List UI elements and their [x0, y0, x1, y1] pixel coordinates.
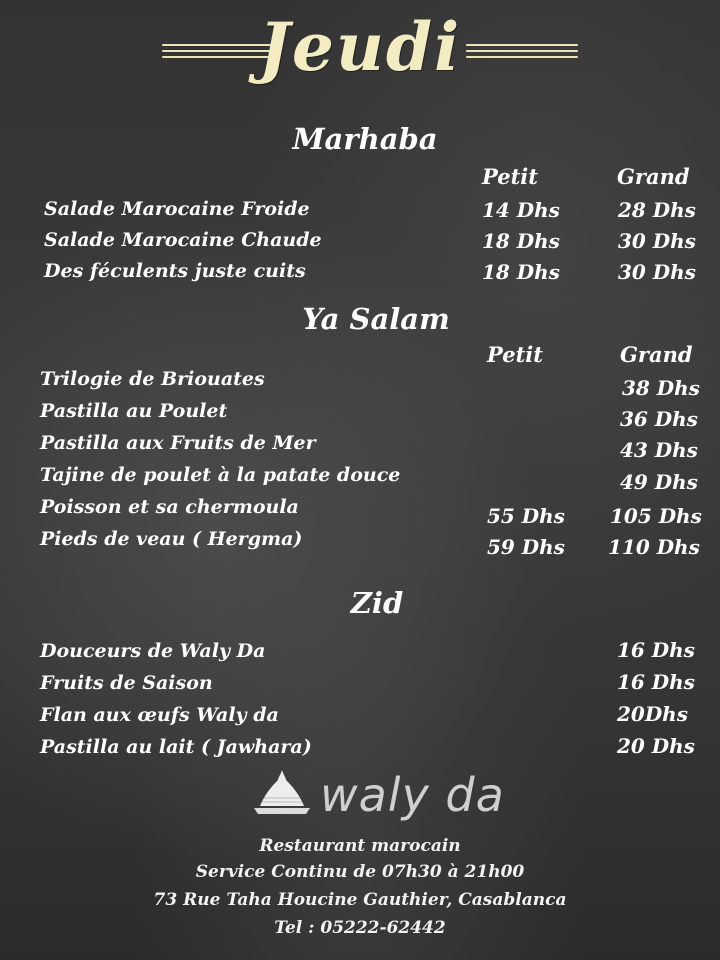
menu-item-price-petit: 18 Dhs [482, 229, 560, 253]
menu-item-name: Tajine de poulet à la patate douce [40, 464, 401, 486]
col-header-petit: Petit [482, 164, 538, 189]
brand-logo-text: waly da [320, 768, 505, 822]
section-title-marhaba: Marhaba [292, 122, 438, 156]
address: 73 Rue Taha Houcine Gauthier, Casablanca [153, 890, 567, 910]
menu-item-name: Pastilla au lait ( Jawhara) [40, 736, 312, 758]
menu-item-name: Douceurs de Waly Da [40, 640, 266, 662]
menu-item-price: 16 Dhs [617, 638, 695, 662]
menu-item-name: Pastilla aux Fruits de Mer [40, 432, 316, 454]
restaurant-tagline: Restaurant marocain [259, 836, 461, 856]
menu-item-name: Trilogie de Briouates [40, 368, 265, 390]
phone-number: Tel : 05222-62442 [274, 918, 446, 938]
menu-item-price-petit: 55 Dhs [487, 504, 565, 528]
menu-item-price: 16 Dhs [617, 670, 695, 694]
menu-item-price: 20Dhs [617, 702, 688, 726]
col-header-petit: Petit [487, 342, 543, 367]
menu-item-price-petit: 59 Dhs [487, 535, 565, 559]
menu-item-price-grand: 38 Dhs [622, 376, 700, 400]
section-title-zid: Zid [350, 586, 404, 620]
menu-item-name: Salade Marocaine Froide [44, 198, 310, 220]
menu-item-name: Pieds de veau ( Hergma) [40, 528, 303, 550]
menu-item-name: Salade Marocaine Chaude [44, 229, 322, 251]
menu-item-name: Fruits de Saison [40, 672, 213, 694]
service-hours: Service Continu de 07h30 à 21h00 [195, 862, 525, 882]
menu-item-price-grand: 105 Dhs [610, 504, 702, 528]
page-title: Jeudi [258, 8, 462, 86]
menu-item-price-grand: 30 Dhs [618, 260, 696, 284]
menu-item-price-petit: 18 Dhs [482, 260, 560, 284]
menu-item-price-grand: 110 Dhs [608, 535, 700, 559]
menu-item-price: 20 Dhs [617, 734, 695, 758]
menu-item-name: Des féculents juste cuits [44, 260, 306, 282]
menu-item-price-petit: 14 Dhs [482, 198, 560, 222]
col-header-grand: Grand [620, 342, 693, 367]
menu-item-price-grand: 36 Dhs [620, 407, 698, 431]
menu-item-price-grand: 49 Dhs [620, 470, 698, 494]
menu-item-price-grand: 30 Dhs [618, 229, 696, 253]
tajine-icon [250, 768, 314, 824]
menu-item-name: Flan aux œufs Waly da [40, 704, 279, 726]
col-header-grand: Grand [617, 164, 690, 189]
menu-item-name: Pastilla au Poulet [40, 400, 228, 422]
menu-item-price-grand: 28 Dhs [618, 198, 696, 222]
section-title-ya-salam: Ya Salam [302, 302, 450, 336]
menu-item-name: Poisson et sa chermoula [40, 496, 299, 518]
menu-item-price-grand: 43 Dhs [620, 438, 698, 462]
